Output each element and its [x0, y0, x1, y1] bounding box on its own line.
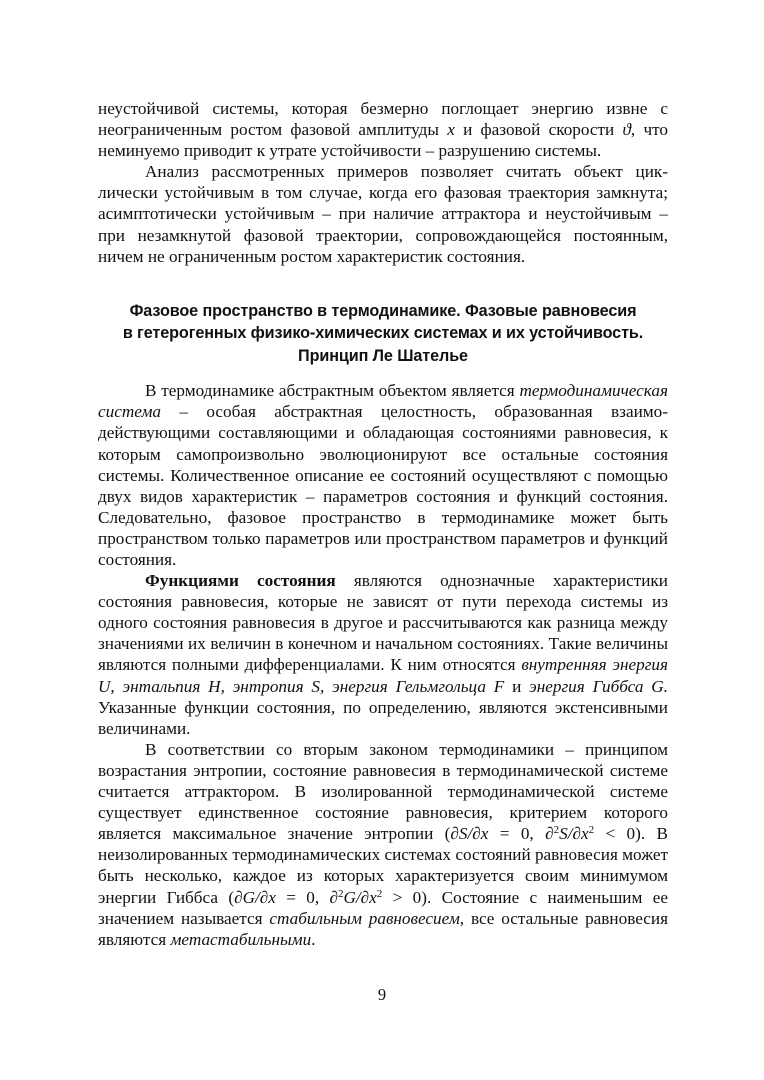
formula-part: = 0,	[488, 824, 546, 844]
text-run: – особая абстрактная целостность, образованная взаимодействующими составляющими и обладающая состояниями равновесия, к которым самопроизвольно эволюционируют все остальные состояния системы. Количественное описание ее состояний осуществляют с помощью двух видов характеристик – параметров состояния и функций состояния. Следовательно, фазовое пространство в термодинамике может быть пространством только параметров или пространством параметров и функций состояния.	[98, 402, 668, 569]
term-state-functions: Функциями состояния	[145, 571, 336, 591]
text-run: > 0). Состояние с наименьшим ее значением называется	[98, 887, 668, 928]
paragraph-continuation	[98, 98, 668, 161]
term-metastable: метастабильными	[170, 929, 312, 949]
formula-superscript: 2	[376, 887, 383, 900]
text-run: , все остальные равновесия являются	[98, 908, 669, 949]
heading-line-1: Фазовое пространство в термодинамике. Фазовые равновесия	[129, 301, 637, 320]
formula-part: ∂S/∂x	[450, 824, 489, 844]
text-run: < 0). В неизолированных термодинамических системах состояний равновесия может быть несколько, каждое из которых характеризуется своим минимумом энергии Гиббса (	[98, 824, 669, 907]
heading-line-3: Принцип Ле Шателье	[298, 346, 468, 365]
text-run: и	[504, 676, 530, 696]
text-run: Указанные функции состояния, по определению, являются экстенсивными величинами.	[98, 697, 668, 738]
paragraph-analysis: Анализ рассмотренных примеров позволяет считать объект циклически устойчивым в том случае, когда его фазовая траектория замкнута; асимптотически устойчивым – при наличие аттрактора и неустойчивым – при незамкнутой фазовой траектории, сопровождающейся постоянным, ничем не ограниченным ростом характеристик состояния.	[98, 162, 668, 266]
term-list: внутренняя энергия U, энтальпия H, энтропия S, энергия Гельмгольца F	[98, 655, 668, 696]
paragraph-thermodynamic-system	[98, 380, 668, 570]
formula-part: ∂G/∂x	[234, 887, 276, 907]
page-body	[98, 98, 668, 950]
formula-part: ∂	[545, 824, 554, 844]
formula-superscript: 2	[337, 887, 344, 900]
paragraph-second-law	[98, 739, 668, 950]
heading-line-2: в гетерогенных физико-химических системах и их устойчивость.	[122, 324, 644, 343]
formula-part: G/∂x	[343, 887, 377, 907]
text-run: неустойчивой системы, которая безмерно поглощает энергию извне с неограниченным ростом фазовой амплитуды	[98, 99, 668, 140]
text-run: .	[311, 929, 316, 949]
text-run: , что неминуемо приводит к утрате устойчивости – разрушению системы.	[98, 120, 668, 161]
formula-part: S/∂x	[559, 824, 589, 844]
term-stable-equilibrium: стабильным равновесием	[269, 908, 460, 928]
formula-superscript: 2	[588, 824, 595, 837]
term-gibbs-energy: энергия Гиббса G.	[529, 676, 668, 696]
text-run: В термодинамике абстрактным объектом является	[145, 381, 520, 401]
symbol-velocity: ϑ	[622, 120, 631, 140]
formula-superscript: 2	[553, 824, 560, 837]
section-heading	[98, 300, 668, 368]
paragraph-state-functions	[98, 570, 668, 739]
term-thermodynamic-system: термодинамическая система	[98, 381, 668, 422]
formula-part: = 0,	[275, 887, 330, 907]
symbol-x: x	[447, 120, 455, 140]
text-run: и фазовой скорости	[454, 120, 623, 140]
text-run: являются однозначные характеристики состояния равновесия, которые не зависят от пути перехода системы из одного состояния равновесия в другое и рассчитываются как разница между значениями их величин в конечном и начальном состояниях. Такие величины являются полными дифференциалами. К ним относятся	[98, 571, 668, 675]
formula-part: ∂	[329, 887, 338, 907]
page-number: 9	[377, 985, 387, 1004]
text-run: В соответствии со вторым законом термодинамики – принципом возрастания энтропии, состояние равновесия в термодинамической системе считается аттрактором. В изолированной термодинамической системе существует единственное состояние равновесия, критерием которого является максимальное значение энтропии (	[98, 739, 668, 844]
